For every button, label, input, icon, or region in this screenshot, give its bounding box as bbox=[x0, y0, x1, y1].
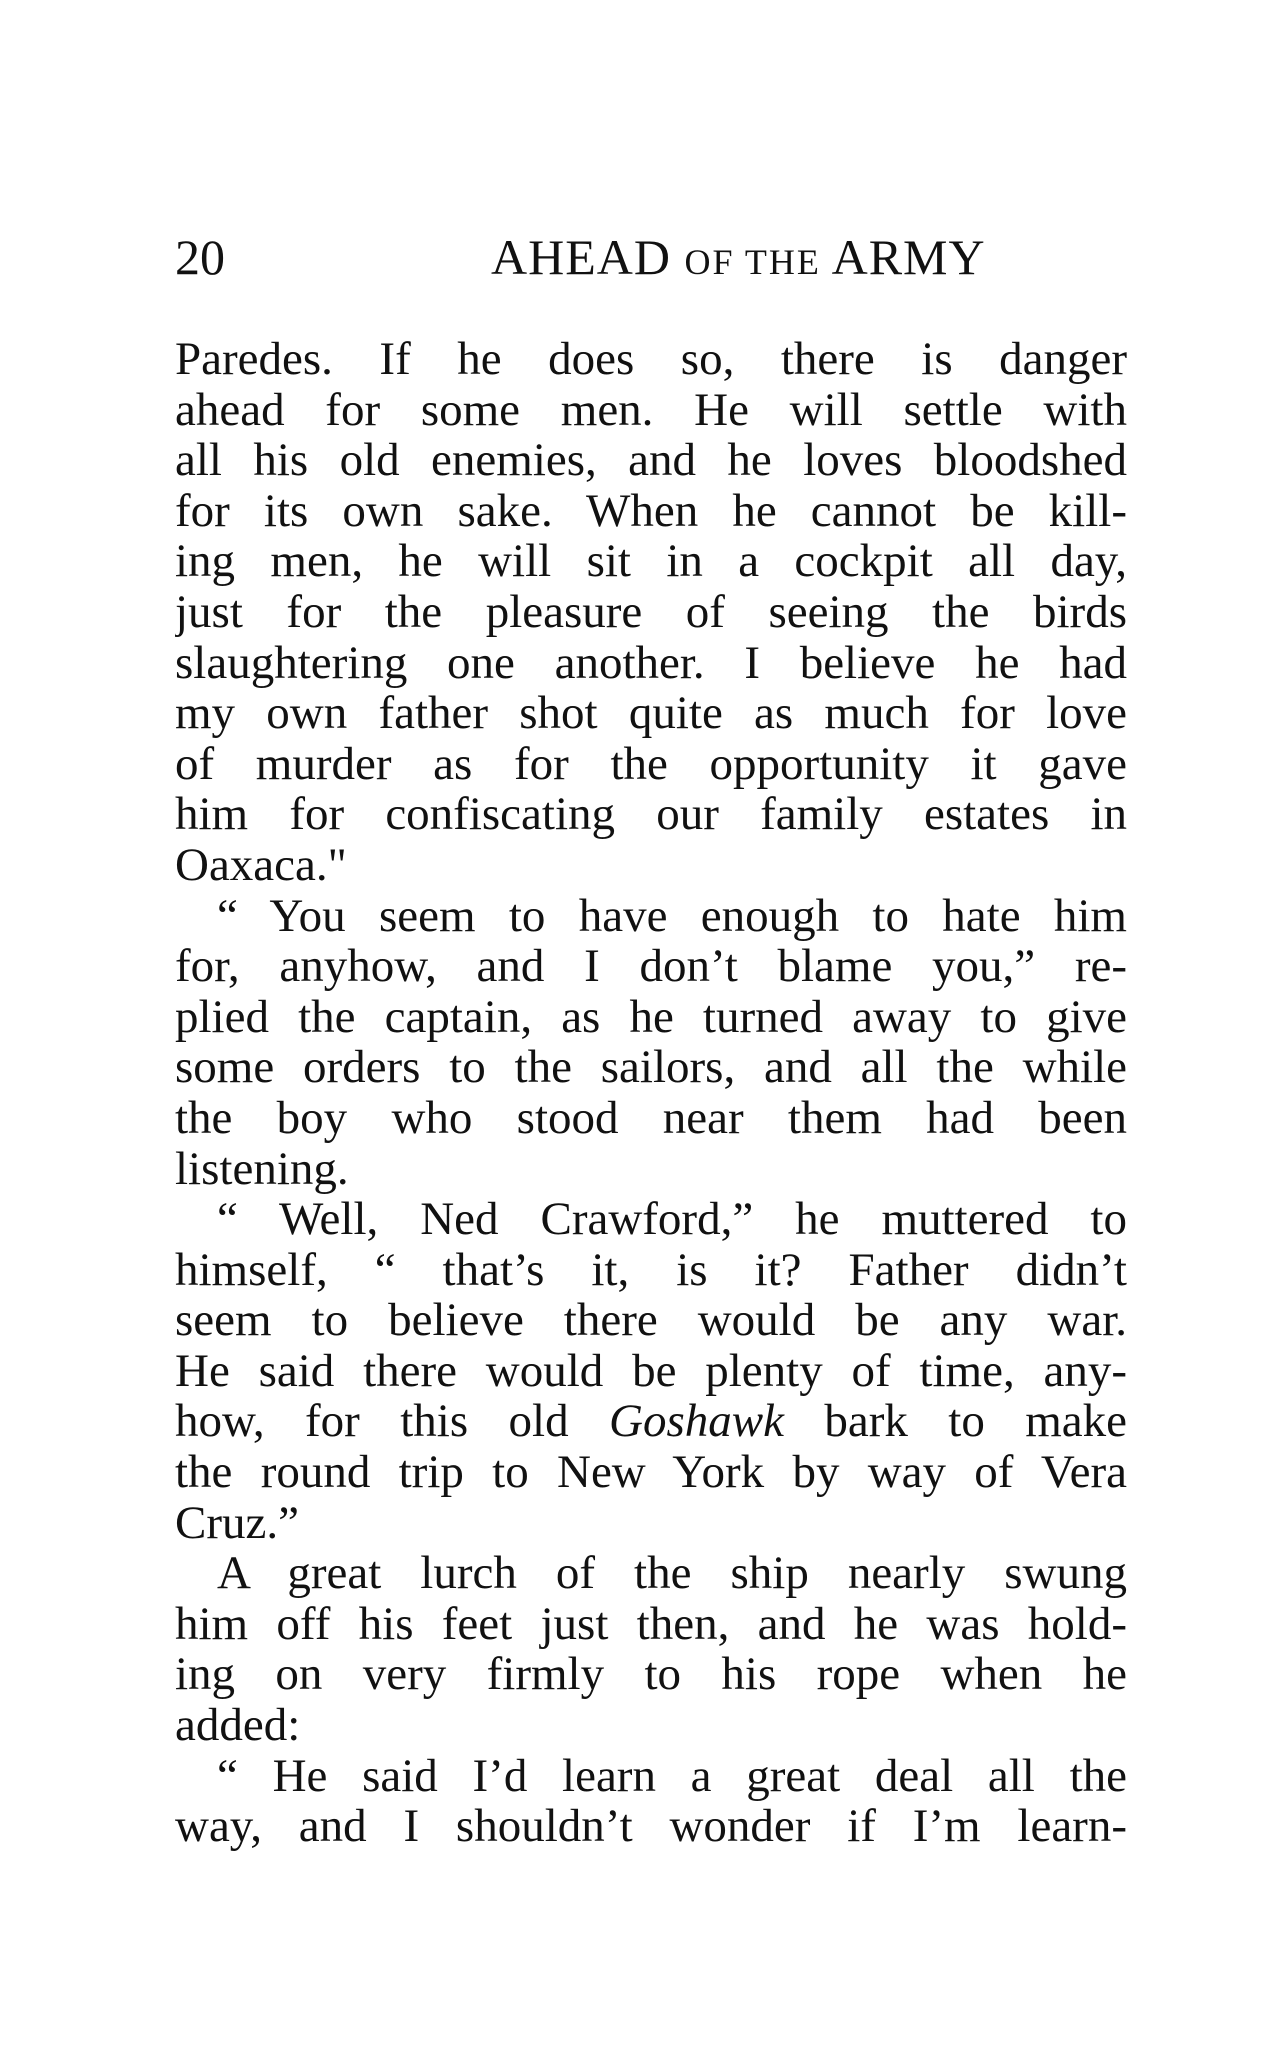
text-line: way, and I shouldn’t wonder if I’m learn- bbox=[175, 1801, 1127, 1852]
text-line: of murder as for the opportunity it gave bbox=[175, 738, 1127, 790]
text-segment: bark to make bbox=[824, 1396, 1127, 1448]
text-line: added: bbox=[175, 1700, 301, 1751]
text-segment: how, for this old bbox=[175, 1396, 569, 1448]
text-line: the round trip to New York by way of Vera bbox=[175, 1447, 1127, 1498]
ship-name-italic: Goshawk bbox=[609, 1396, 784, 1448]
text-line: ing men, he will sit in a cockpit all day, bbox=[175, 536, 1127, 587]
text-line-with-italic bbox=[175, 1396, 1127, 1447]
running-title bbox=[491, 222, 986, 297]
text-line: Paredes. If he does so, there is danger bbox=[175, 334, 1127, 385]
text-line: for, anyhow, and I don’t blame you,” re- bbox=[175, 941, 1127, 992]
text-line: “ Well, Ned Crawford,” he muttered to bbox=[217, 1194, 1127, 1245]
page-number: 20 bbox=[175, 229, 225, 285]
text-line: Cruz.” bbox=[175, 1497, 299, 1549]
text-line: my own father shot quite as much for love bbox=[175, 688, 1127, 739]
body-text bbox=[175, 334, 1127, 1852]
text-line: him off his feet just then, and he was hold- bbox=[175, 1598, 1127, 1650]
text-line: himself, “ that’s it, is it? Father didn’t bbox=[175, 1244, 1127, 1296]
text-line: all his old enemies, and he loves bloodshed bbox=[175, 435, 1127, 486]
text-line: “ You seem to have enough to hate him bbox=[217, 890, 1127, 942]
text-line: for its own sake. When he cannot be kill- bbox=[175, 485, 1127, 537]
text-line: A great lurch of the ship nearly swung bbox=[217, 1548, 1127, 1599]
text-line: plied the captain, as he turned away to give bbox=[175, 991, 1127, 1043]
page-header bbox=[175, 222, 1127, 292]
text-line: ahead for some men. He will settle with bbox=[175, 384, 1127, 436]
text-line: He said there would be plenty of time, any- bbox=[175, 1345, 1127, 1397]
text-line: him for confiscating our family estates in bbox=[175, 789, 1127, 840]
text-line: seem to believe there would be any war. bbox=[175, 1295, 1127, 1346]
running-title-small-caps: OF THE bbox=[684, 242, 821, 282]
text-line: some orders to the sailors, and all the while bbox=[175, 1042, 1127, 1093]
text-line: Oaxaca." bbox=[175, 839, 347, 891]
text-line: just for the pleasure of seeing the birds bbox=[175, 586, 1127, 638]
text-line: slaughtering one another. I believe he had bbox=[175, 637, 1127, 689]
text-line: “ He said I’d learn a great deal all the bbox=[217, 1750, 1127, 1802]
text-line: the boy who stood near them had been bbox=[175, 1092, 1127, 1144]
running-title-word: ARMY bbox=[831, 229, 986, 285]
running-title-word: AHEAD bbox=[491, 229, 671, 285]
text-line: listening. bbox=[175, 1143, 349, 1195]
text-line: ing on very firmly to his rope when he bbox=[175, 1649, 1127, 1701]
